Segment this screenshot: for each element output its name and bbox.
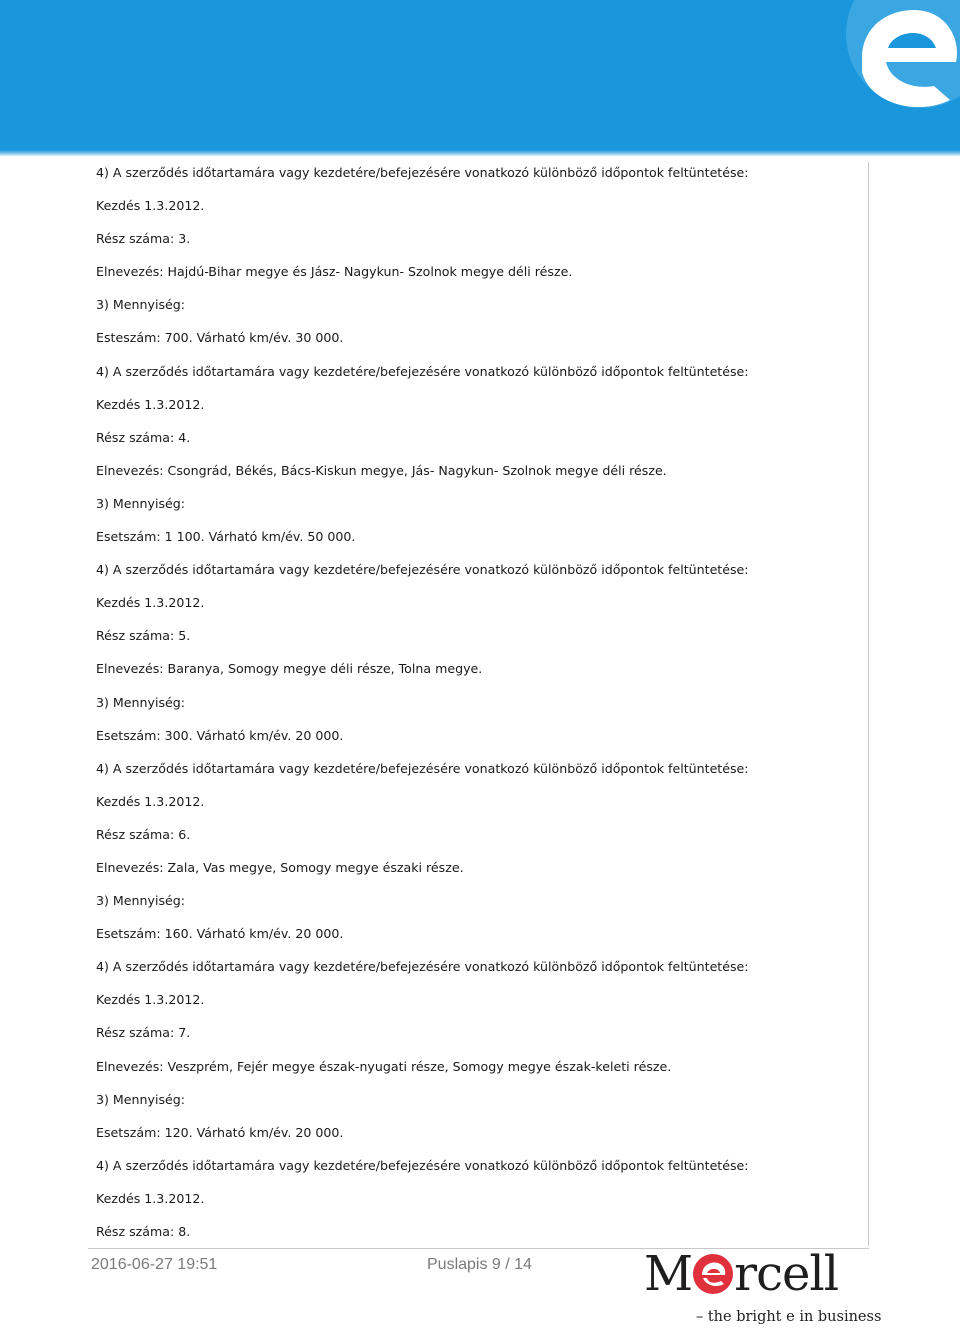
- brand-tagline: – the bright e in business: [696, 1309, 882, 1325]
- content-line: 4) A szerződés időtartamára vagy kezdetére/befejezésére vonatkozó különböző időpontok feltüntetése:: [96, 562, 749, 578]
- banner-shadow: [0, 150, 960, 156]
- footer-timestamp: 2016-06-27 19:51: [91, 1256, 218, 1273]
- content-line: Rész száma: 4.: [96, 429, 191, 445]
- content-line: Rész száma: 8.: [96, 1224, 191, 1239]
- brand-logo: [640, 1246, 882, 1329]
- document-content: [88, 162, 869, 1246]
- content-line: 4) A szerződés időtartamára vagy kezdetére/befejezésére vonatkozó különböző időpontok feltüntetése:: [96, 760, 749, 776]
- content-line: Elnevezés: Veszprém, Fejér megye észak-nyugati része, Somogy megye észak-keleti része.: [96, 1058, 672, 1074]
- brand-name: [644, 1246, 838, 1302]
- content-lines: [96, 163, 749, 1246]
- content-line: Rész száma: 5.: [96, 628, 191, 644]
- content-line: Rész száma: 6.: [96, 826, 191, 842]
- content-line: 4) A szerződés időtartamára vagy kezdetére/befejezésére vonatkozó különböző időpontok feltüntetése:: [96, 363, 749, 379]
- content-line: Elnevezés: Zala, Vas megye, Somogy megye északi része.: [96, 859, 464, 875]
- content-line: Kezdés 1.3.2012.: [96, 1190, 205, 1206]
- content-line: Elnevezés: Csongrád, Békés, Bács-Kiskun megye, Jás- Nagykun- Szolnok megye déli része.: [96, 462, 667, 478]
- content-line: Kezdés 1.3.2012.: [96, 992, 205, 1008]
- content-line: Esetszám: 300. Várható km/év. 20 000.: [96, 727, 344, 743]
- content-line: 3) Mennyiség:: [96, 297, 186, 313]
- content-line: 3) Mennyiség:: [96, 495, 186, 511]
- content-line: Kezdés 1.3.2012.: [96, 793, 205, 809]
- content-line: 4) A szerződés időtartamára vagy kezdetére/befejezésére vonatkozó különböző időpontok feltüntetése:: [96, 1157, 749, 1173]
- content-line: Rész száma: 3.: [96, 231, 191, 247]
- brand-e-icon: [693, 1254, 733, 1294]
- brand-name-right: rcell: [734, 1246, 839, 1302]
- content-line: Elnevezés: Hajdú-Bihar megye és Jász- Nagykun- Szolnok megye déli része.: [96, 264, 573, 280]
- brand-name-left: M: [644, 1246, 693, 1302]
- content-line: 3) Mennyiség:: [96, 1091, 186, 1107]
- footer-page-number: Puslapis 9 / 14: [427, 1256, 532, 1273]
- content-line: Elnevezés: Baranya, Somogy megye déli része, Tolna megye.: [96, 661, 483, 677]
- e-logo-icon: [800, 0, 960, 156]
- content-line: Kezdés 1.3.2012.: [96, 396, 205, 412]
- content-line: 3) Mennyiség:: [96, 694, 186, 710]
- content-line: Esetszám: 160. Várható km/év. 20 000.: [96, 926, 344, 942]
- content-line: Kezdés 1.3.2012.: [96, 198, 205, 214]
- content-line: Esetszám: 120. Várható km/év. 20 000.: [96, 1124, 344, 1140]
- content-line: Kezdés 1.3.2012.: [96, 595, 205, 611]
- content-line: 3) Mennyiség:: [96, 893, 186, 909]
- content-line: Esteszám: 700. Várható km/év. 30 000.: [96, 330, 344, 346]
- content-line: 4) A szerződés időtartamára vagy kezdetére/befejezésére vonatkozó különböző időpontok feltüntetése:: [96, 959, 749, 975]
- header-banner: [0, 0, 960, 156]
- content-line: Rész száma: 7.: [96, 1025, 191, 1041]
- content-line: Esetszám: 1 100. Várható km/év. 50 000.: [96, 529, 356, 545]
- content-line: 4) A szerződés időtartamára vagy kezdetére/befejezésére vonatkozó különböző időpontok feltüntetése:: [96, 165, 749, 180]
